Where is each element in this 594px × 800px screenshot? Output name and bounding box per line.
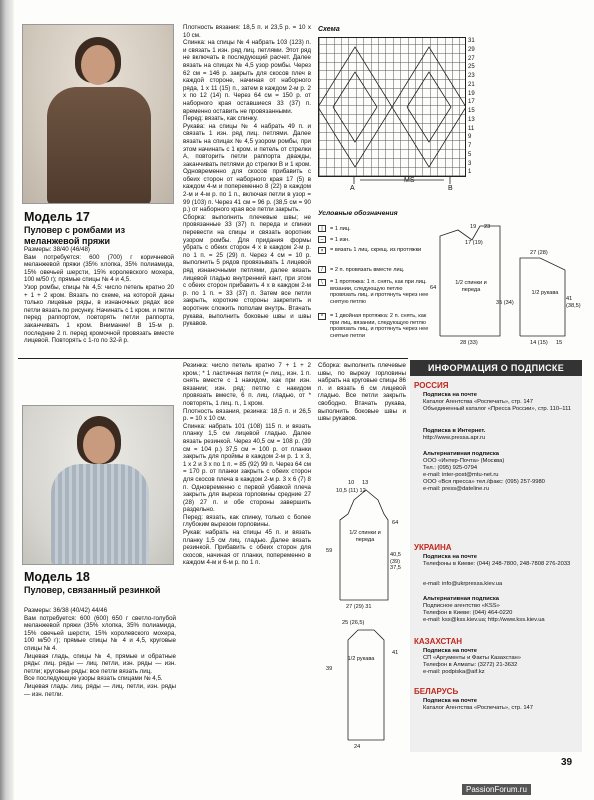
dim18-41: 41 [392,650,399,656]
ru-catalog-2: Объединенный каталог «Пресса России», стр. 110–111 [423,406,572,412]
model17-back: Спинка: на спицы № 4 набрать 103 (123) п. и связать 1 изн. ряд лиц. петлями. Этот ряд не включать в последующий расчет. Далее вязать на спицах № 4,5 узор ромбы. Через 62 см = 146 р. закрыть для скосов плеч в каждой стороне, начиная от наборного ряда, 1 х 11 (15) п., затем в каждом 2-м р. 2 х по 12 (14) п. Через 64 см = 150 р. от наборного края оставшиеся 33 (37) п. временно оставить не провязанными. [183,39,311,115]
dim18-13: 13 [362,480,369,486]
kz-email[interactable]: e-mail: podpiska@aif.kz [423,669,485,675]
dim18-64: 64 [392,520,399,526]
ru-internet-url[interactable]: http://www.pressa.apr.ru [423,435,486,441]
model18-rib: Резинка: число петель кратно 7 + 1 + 2 кром.; * 1 ластичная петля (= лиц., изн. 1 п. снять вместе с 1 накидом, как при изн. вязании; изн. ряд: петлю с накидом провязать вместе, 6 п. лиц. гладью, от * повторять, 1 лиц. п., 1 кром. [183,362,311,407]
row-7: 7 [468,143,472,149]
region-kazakhstan: КАЗАХСТАН [414,637,462,646]
dim18-59: 59 [326,548,333,554]
legend-purl-icon: – [318,236,326,243]
dim18-25: 25 (26,5) [342,620,365,626]
dim-23: 23 [484,224,491,230]
ua-alt-head: Альтернативная подписка [423,596,499,602]
dim18-10: 10 [348,480,355,486]
arrow-a-label: A [350,185,355,192]
ru-alt-1: ООО «Интер-Почта» (Москва) [423,458,505,464]
dim18-27: 27 (29) 31 [346,604,372,610]
subscription-info-header: ИНФОРМАЦИЯ О ПОДПИСКЕ [410,360,582,376]
dim-14: 14 (15) [530,340,548,346]
ru-alt-phone: Тел.: (095) 925-0794 [423,465,478,471]
model17-materials: Вам потребуется: 600 (700) г коричневой меланжевой пряжи (35% хлопка, 35% полиамида, 15% овечьей шерсти, 15% королевского мохера, 100 м/50 г); прямые спицы № 4 и 4,5. [24,253,174,284]
dim18-39: 39 [326,666,333,672]
model18-face [83,426,115,464]
legend-knit-icon: | [318,225,326,232]
row-29: 29 [468,46,475,53]
row-11: 11 [468,125,475,132]
legend-ssk-icon: \ [318,279,326,286]
arrow-b-label: B [448,185,453,192]
row-21: 21 [468,81,475,88]
model17-subtitle: Пуловер с ромбами из меланжевой пряжи [24,225,126,246]
model17-front-label: 1/2 спинки и переда [455,280,487,293]
row-9: 9 [468,134,472,141]
region-russia: РОССИЯ [414,381,449,390]
ua-email[interactable]: e-mail: info@ukrpressa.kiev.ua [423,581,503,587]
legend-title: Условные обозначения [318,210,398,217]
legend-item-5: = 1 протяжка: 1 п. снять, как при лиц. вязании, следующую петлю провязать лиц. и протянуть через нее снятую петлю [330,279,429,305]
ua-phones: Телефоны в Киеве: (044) 248-7800, 248-7808 276-2033 [423,561,571,567]
by-catalog: Каталог Агентства «Роспечать», стр. 147 [423,705,533,711]
legend-k2tog-icon: / [318,266,326,273]
schema-title: Схема [318,26,340,33]
row-19: 19 [468,90,475,97]
row-25: 25 [468,64,475,71]
legend-item-4: = 2 п. провязать вместе лиц. [330,267,405,273]
model18-sleeve-label: 1/2 рукава [347,656,375,662]
legend-item-2: = 1 изн. [330,237,350,243]
model18-col1 [24,607,176,698]
footer-watermark: PassionForum.ru [462,784,531,795]
dim-27: 27 (28) [530,250,548,256]
row-13: 13 [468,116,475,123]
kz-phone: Телефон в Алматы: (3272) 21-3632 [423,662,518,668]
row-15: 15 [468,108,475,114]
by-post-head: Подписка на почте [423,698,477,704]
ru-alt-email-2[interactable]: e-mail: press@dateline.ru [423,486,490,492]
row-5: 5 [468,151,472,158]
model17-sleeves: Рукава: на спицы № 4 набрать 49 п. и связать 1 изн. ряд лиц. петлями. Далее вязать на спицах № 4,5 узором ромбы, при этом начинать с 1 кром. и петель от стрелки А, повторить петли раппорта дважды, заканчивать петлями до стрелки В и 1 кром. Одновременно для скосов прибавить с обеих сторон от наборного края 17 (5) в каждом 4-м и попеременно 8 (22) в каждом 2-м и 4-м р. по 1 п., включая петли в узор = 99 (103) п. Через 41 см = 96 р. (38,5 см = 90 р.) от наборного края все петли закрыть. [183,122,311,214]
dim-64: 64 [430,285,437,291]
region-belarus: БЕЛАРУСЬ [414,687,459,696]
ru-alt-head: Альтернативная подписка [423,451,499,457]
model17-col1 [24,246,174,345]
legend-item-1: = 1 лиц. [330,226,351,232]
model18-sleeve: Рукав: набрать на спицы 45 п. и вязать планку 1,5 см лиц. гладью. Далее вязать резинкой. Прибавить с обеих сторон для скосов, начиная от планки, попеременно в каждом 4-м и 6-м р. по 1 п. [183,529,311,567]
model18-note: Все последующие узоры вязать спицами № 4,5. [24,675,163,683]
model17-pattern: Узор ромбы, спицы № 4,5: число петель кратно 20 + 1 + 2 кром. Вязать по схеме, на которой даны только лицевые ряды, в изнаночных рядах все петли вязать по рисунку. Начинать с 1 кром. и петли перед раппортом, повторять петли раппорта, заканчивать 1 кром. Внимание! В 15-м р. последние 2 п. перед кромочной провязать вместе лицевой. Повторять с 1-го по 32-й р. [24,283,174,345]
model18-col2 [183,362,311,567]
model18-title: Модель 18 [24,570,90,584]
dim-17: 17 (19) [465,240,483,246]
model18-sizes: Размеры: 36/38 (40/42) 44/46 [24,607,108,614]
dim-19: 19 [470,224,477,230]
row-3: 3 [468,160,472,167]
dim-35: 35 (34) [496,300,514,306]
model17-front: Перед: вязать, как спинку. [183,115,258,123]
ru-catalog-1: Каталог Агентства «Роспечать», стр. 147 [423,399,533,405]
model17-title: Модель 17 [24,210,90,224]
ua-post-head: Подписка на почте [423,554,477,560]
model18-materials: Вам потребуется: 600 (600) 650 г светло-голубой меланжевой пряжи (35% хлопка, 35% полиамида, 15% овечьей шерсти, 15% королевского мохера, 100 м/50 г); прямые спицы № 4 и 4,5, круговые спицы № 4. [24,614,176,652]
model18-assembly: Сборка: выполнить плечевые швы, по вырезу горловины набрать на круговые спицы 86 п. и вязать 6 см лицевой гладью. Все петли закрыть свободно. Втачать рукава, выполнить боковые швы и швы рукавов. [318,362,406,423]
model18-photo [22,405,174,565]
model17-face [81,45,115,85]
schema-row-numbers [468,37,475,177]
schema-diamond-marks [318,37,466,177]
ua-alt-email[interactable]: e-mail: kss@kss.kiev.ua; http://www.kss.kiev.ua [423,617,545,623]
ua-alt-agency: Подписное агентство «KSS» [423,603,500,609]
dim18-40: 40,5 (39) 37,5 [390,552,401,572]
model17-sizes: Размеры: 38/40 (46/48) [24,246,90,253]
legend-double-icon: ^ [318,313,326,320]
row-1: 1 [468,169,472,176]
ua-alt-phone: Телефон в Киеве: (044) 464-0220 [423,610,513,616]
row-31: 31 [468,38,475,44]
model18-subtitle: Пуловер, связанный резинкой [24,585,161,595]
region-ukraine: УКРАИНА [414,543,452,552]
row-17: 17 [468,99,475,106]
ru-alt-2: ООО «Вся пресса» тел./факс: (095) 257-9980 [423,479,545,485]
dim-28: 28 (33) [460,340,478,346]
row-23: 23 [468,73,475,79]
dim-41: 41 (38,5) [566,296,581,309]
legend-item-3: = вязать 1 лиц. скрещ. из протяжки [330,247,422,253]
dim18-neck: 10,5 (11) 12 [336,488,366,494]
model18-stockinette-2: Лицевая гладь: лиц. ряды — лиц. петли, изн. ряды — изн. петли. [24,682,176,698]
kz-agency: СП «Аргументы и Факты Казахстан» [423,655,521,661]
model17-photo [22,24,174,204]
ru-alt-email[interactable]: e-mail: inter-post@mtu-net.ru [423,472,499,478]
model18-sweater [51,464,149,565]
legend-item-6: = 1 двойная протяжка: 2 п. снять, как при лиц. вязании, следующую петлю провязать лиц. и протянуть через нее снятые петли [330,313,429,339]
binding-shadow [0,0,14,800]
ms-label: MS [404,177,415,184]
row-27: 27 [468,55,475,62]
model17-col2 [183,24,311,328]
dim18-24: 24 [354,744,361,750]
page-number: 39 [561,757,573,768]
model18-density: Плотность вязания, резинка: 18,5 п. и 26,5 р. = 10 х 10 см. [183,407,311,423]
model17-assembly: Сборка: выполнить плечевые швы; не провязанные 33 (37) п. переда и спинки перевести на спицы и связать воротник узором ромбы. Для придания формы убрать с обеих сторон 4 х в каждом 2-м р. по 1 п. = 25 (29) п. Через 4 см = 10 р. выполнить 5 рядов провязывать 1 лицевой ряд изнаночными петлями, далее вязать лицевой гладью внутренний кант, при этом с обеих сторон прибавить 4 х в каждом 2-м р. по 1 п. = 33 (37) п. Затем все петли закрыть, короткие стороны закрепить и воротник сложить пополам внутрь. Втачать рукава, выполнить боковые швы и швы рукавов. [183,213,311,328]
model18-stockinette: Лицевая гладь, спицы № 4, прямые и обратные ряды: лиц. ряды — лиц. петли, изн. ряды — изн. петли; круговые ряды: все петли вязать лиц. [24,652,176,675]
model18-back: Спинка: набрать 101 (108) 115 п. и вязать планку 1,5 см лицевой гладью. Далее вязать резинкой. Через 40,5 см = 108 р. (39 см = 104 р.) 37,5 см = 100 р. от планки закрыть для проймы в каждом 2-м р. 1 х 3, 1 х 2 и 3 х по 1 п. = 85 (92) 99 п. Через 64 см = 170 р. от планки закрыть с обеих сторон для скосов плеча в каждом 2-м р. 3 х 6 (7) 8 п. Одновременно с первой убавкой плеча закрыть для выреза горловины средние 27 (28) 27 п. и обе стороны завершить раздельно. [183,422,311,514]
kz-post-head: Подписка на почте [423,648,477,654]
ru-post-head: Подписка на почте [423,392,477,398]
model17-sweater [47,87,151,204]
legend-cross-icon: × [318,247,326,254]
section-divider [18,358,408,359]
model18-front: Перед: вязать, как спинку, только с более глубоким вырезом горловины. [183,513,311,529]
model17-density: Плотность вязания: 18,5 п. и 23,5 р. = 10 х 10 см. [183,24,311,39]
ru-internet-head: Подписка в Интернет. [423,428,486,434]
model18-front-label: 1/2 спинки и переда [349,530,381,543]
schema-arrows [340,176,460,186]
dim-15: 15 [556,340,563,346]
model18-col3 [318,362,406,423]
model17-sleeve-label: 1/2 рукава [531,290,559,296]
